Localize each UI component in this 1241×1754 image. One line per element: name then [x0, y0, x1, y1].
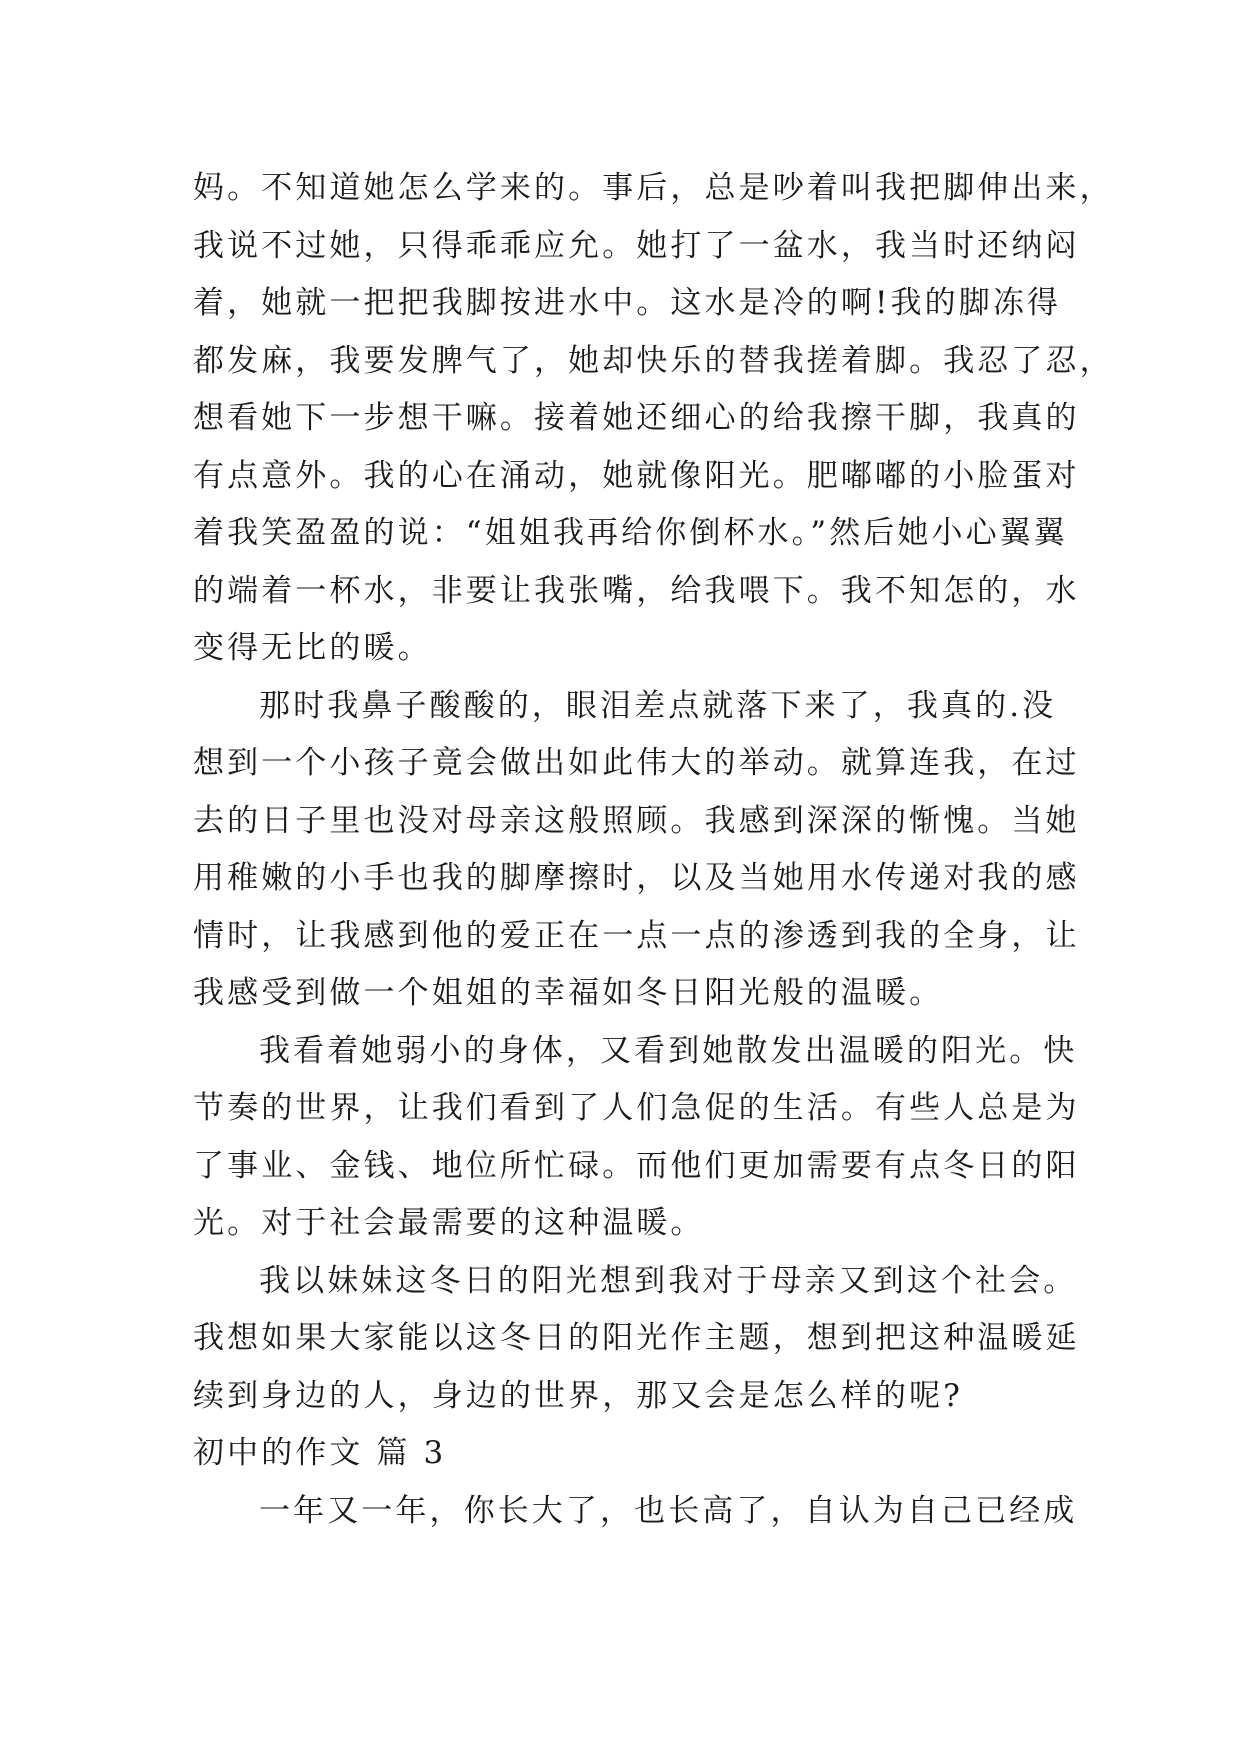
document-body: [193, 160, 1114, 1540]
paragraph-start-line: 那时我鼻子酸酸的，眼泪差点就落下来了，我真的.没: [259, 687, 1057, 724]
paragraph-start-line: 一年又一年，你长大了，也长高了，自认为自己已经成: [259, 1492, 1078, 1529]
text-line: 的端着一杯水，非要让我张嘴，给我喂下。我不知怎的，水: [193, 572, 1080, 609]
text-line: 续到身边的人，身边的世界，那又会是怎么样的呢?: [193, 1377, 963, 1414]
text-line: 情时，让我感到他的爱正在一点一点的渗透到我的全身，让: [193, 917, 1080, 954]
text-line: 着，她就一把把我脚按进水中。这水是冷的啊!我的脚冻得: [193, 285, 1062, 321]
text-line: 都发麻，我要发脾气了，她却快乐的替我搓着脚。我忍了忍，: [193, 342, 1114, 379]
text-line: 我说不过她，只得乖乖应允。她打了一盆水，我当时还纳闷: [193, 227, 1080, 264]
paragraph-start-line: 我以妹妹这冬日的阳光想到我对于母亲又到这个社会。: [259, 1262, 1078, 1299]
section-heading: 初中的作文 篇 3: [193, 1435, 447, 1471]
text-line: 去的日子里也没对母亲这般照顾。我感到深深的惭愧。当她: [193, 802, 1080, 839]
text-line: 节奏的世界，让我们看到了人们急促的生活。有些人总是为: [193, 1090, 1080, 1126]
text-line: 想看她下一步想干嘛。接着她还细心的给我擦干脚，我真的: [193, 400, 1080, 436]
text-line: 有点意外。我的心在涌动，她就像阳光。肥嘟嘟的小脸蛋对: [193, 457, 1080, 494]
text-line: 变得无比的暖。: [193, 630, 432, 666]
paragraph-start-line: 我看着她弱小的身体，又看到她散发出温暖的阳光。快: [259, 1032, 1078, 1069]
text-line: 用稚嫩的小手也我的脚摩擦时，以及当她用水传递对我的感: [193, 860, 1080, 896]
text-line: 光。对于社会最需要的这种温暖。: [193, 1205, 705, 1241]
text-line: 我想如果大家能以这冬日的阳光作主题，想到把这种温暖延: [193, 1320, 1080, 1356]
text-line: 妈。不知道她怎么学来的。事后，总是吵着叫我把脚伸出来，: [193, 170, 1114, 206]
text-line: 想到一个小孩子竟会做出如此伟大的举动。就算连我，在过: [193, 745, 1080, 781]
text-line: 着我笑盈盈的说：“姐姐我再给你倒杯水。”然后她小心翼翼: [193, 515, 1068, 551]
text-line: 我感受到做一个姐姐的幸福如冬日阳光般的温暖。: [193, 975, 944, 1011]
text-line: 了事业、金钱、地位所忙碌。而他们更加需要有点冬日的阳: [193, 1147, 1080, 1184]
